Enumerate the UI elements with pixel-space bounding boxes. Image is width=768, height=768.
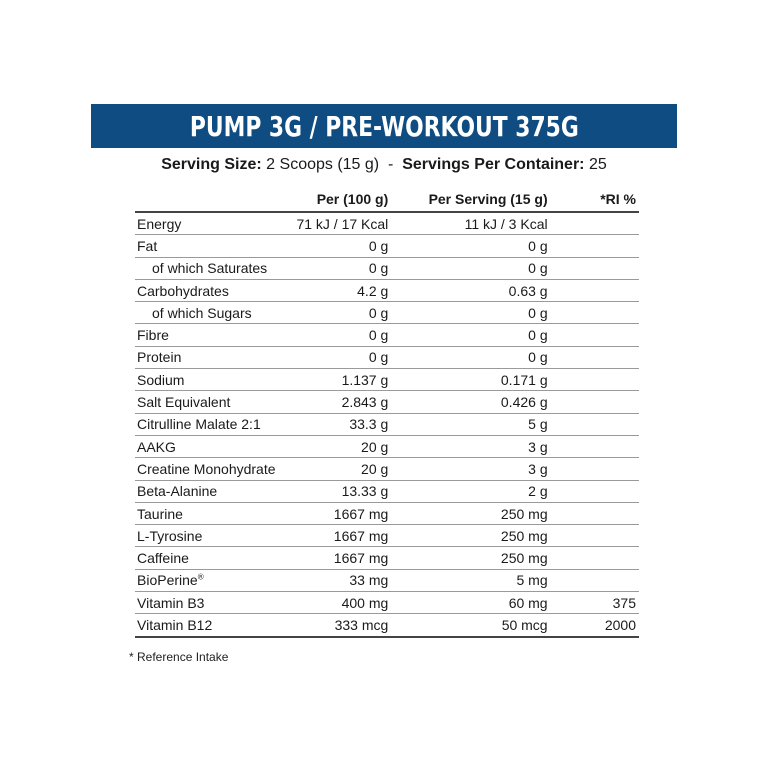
value-ri-percent (550, 346, 639, 368)
nutrient-name (135, 391, 296, 413)
value-per-serving: 5 g (390, 413, 549, 435)
nutrient-name (135, 614, 296, 637)
registered-mark: ® (197, 572, 204, 582)
value-ri-percent (550, 435, 639, 457)
nutrient-name-text: Sodium (137, 371, 185, 388)
nutrient-name-text: Protein (137, 349, 182, 366)
value-per-serving: 0.171 g (390, 369, 549, 391)
header-per-100g: Per (100 g) (296, 186, 390, 212)
table-row (135, 525, 639, 547)
value-per-serving: 3 g (390, 458, 549, 480)
serving-info (0, 156, 768, 174)
value-per-100g: 20 g (296, 435, 390, 457)
value-per-serving: 0.426 g (390, 391, 549, 413)
value-ri-percent (550, 302, 639, 324)
servings-per-container-label: Servings Per Container: (402, 156, 585, 173)
value-ri-percent (550, 369, 639, 391)
value-ri-percent (550, 279, 639, 301)
value-ri-percent (550, 480, 639, 502)
nutrient-name (135, 547, 296, 569)
value-per-serving: 3 g (390, 435, 549, 457)
value-per-100g: 0 g (296, 324, 390, 346)
nutrient-name-text: Fibre (137, 327, 169, 344)
table-row (135, 480, 639, 502)
value-per-100g: 13.33 g (296, 480, 390, 502)
nutrient-name (135, 480, 296, 502)
nutrient-name (135, 302, 296, 324)
value-per-100g: 0 g (296, 235, 390, 257)
table-row (135, 592, 639, 614)
nutrient-name (135, 435, 296, 457)
value-ri-percent (550, 324, 639, 346)
value-per-serving: 250 mg (390, 547, 549, 569)
footnote: * Reference Intake (129, 650, 229, 664)
nutrient-name-text: of which Saturates (152, 260, 268, 277)
table-row (135, 279, 639, 301)
value-per-100g: 0 g (296, 302, 390, 324)
value-per-100g: 1667 mg (296, 502, 390, 524)
value-per-100g: 1667 mg (296, 525, 390, 547)
nutrient-name (135, 257, 296, 279)
table-row (135, 302, 639, 324)
table-row (135, 502, 639, 524)
value-per-100g: 0 g (296, 257, 390, 279)
nutrient-name-text: Beta-Alanine (137, 483, 218, 500)
nutrient-name (135, 502, 296, 524)
nutrient-name (135, 592, 296, 614)
nutrient-name-text: Fat (137, 237, 158, 254)
value-ri-percent (550, 212, 639, 235)
value-per-100g: 333 mcg (296, 614, 390, 637)
value-ri-percent (550, 391, 639, 413)
nutrient-name (135, 212, 296, 235)
table-header-row (135, 186, 639, 212)
nutrient-name-text: Carbohydrates (137, 282, 229, 299)
value-per-100g: 4.2 g (296, 279, 390, 301)
value-per-serving: 60 mg (390, 592, 549, 614)
nutrient-name (135, 324, 296, 346)
nutrient-name (135, 346, 296, 368)
servings-per-container-value: 25 (588, 156, 607, 173)
nutrient-name-text: Creatine Monohydrate (137, 460, 276, 477)
value-ri-percent (550, 257, 639, 279)
value-per-serving: 50 mcg (390, 614, 549, 637)
nutrient-name-text: Vitamin B3 (137, 594, 205, 611)
value-per-serving: 5 mg (390, 569, 549, 591)
table-row (135, 257, 639, 279)
table-row (135, 235, 639, 257)
value-per-100g: 0 g (296, 346, 390, 368)
value-per-100g: 2.843 g (296, 391, 390, 413)
value-per-serving: 0 g (390, 235, 549, 257)
nutrient-name (135, 458, 296, 480)
table-row (135, 369, 639, 391)
table-row (135, 413, 639, 435)
header-ri-percent: *RI % (550, 186, 639, 212)
nutrient-name-text: Vitamin B12 (137, 616, 213, 633)
value-per-100g: 400 mg (296, 592, 390, 614)
table-body (135, 212, 639, 637)
nutrient-name (135, 413, 296, 435)
value-per-serving: 250 mg (390, 502, 549, 524)
serving-size-value: 2 Scoops (15 g) (266, 156, 380, 173)
table-row (135, 458, 639, 480)
nutrient-name (135, 369, 296, 391)
nutrition-table (135, 186, 639, 638)
nutrient-name-text: BioPerine (137, 572, 198, 589)
table-row (135, 547, 639, 569)
value-per-serving: 0.63 g (390, 279, 549, 301)
value-ri-percent (550, 413, 639, 435)
value-per-serving: 11 kJ / 3 Kcal (390, 212, 549, 235)
value-ri-percent (550, 235, 639, 257)
value-per-100g: 33.3 g (296, 413, 390, 435)
value-ri-percent (550, 502, 639, 524)
value-ri-percent (550, 547, 639, 569)
table-row (135, 569, 639, 591)
table-row (135, 614, 639, 637)
nutrient-name-text: L-Tyrosine (137, 527, 203, 544)
value-per-100g: 1667 mg (296, 547, 390, 569)
value-ri-percent: 375 (550, 592, 639, 614)
value-ri-percent (550, 458, 639, 480)
value-per-serving: 0 g (390, 302, 549, 324)
nutrient-name-text: Salt Equivalent (137, 394, 231, 411)
value-per-serving: 250 mg (390, 525, 549, 547)
header-nutrient (135, 186, 296, 212)
table-row (135, 435, 639, 457)
nutrient-name-text: Taurine (137, 505, 183, 522)
value-ri-percent: 2000 (550, 614, 639, 637)
nutrient-name-text: Energy (137, 215, 182, 232)
nutrient-name (135, 279, 296, 301)
value-ri-percent (550, 569, 639, 591)
value-per-100g: 20 g (296, 458, 390, 480)
nutrient-name-text: AAKG (137, 438, 176, 455)
value-per-serving: 2 g (390, 480, 549, 502)
title-banner (91, 104, 677, 148)
value-ri-percent (550, 525, 639, 547)
nutrient-name (135, 235, 296, 257)
value-per-serving: 0 g (390, 257, 549, 279)
value-per-100g: 1.137 g (296, 369, 390, 391)
nutrient-name-text: Caffeine (137, 550, 189, 567)
table-row (135, 324, 639, 346)
nutrient-name-text: Citrulline Malate 2:1 (137, 416, 261, 433)
value-per-100g: 33 mg (296, 569, 390, 591)
serving-separator: - (388, 156, 394, 173)
table-row (135, 346, 639, 368)
value-per-serving: 0 g (390, 324, 549, 346)
value-per-serving: 0 g (390, 346, 549, 368)
header-per-serving: Per Serving (15 g) (390, 186, 549, 212)
nutrient-name (135, 569, 296, 591)
nutrient-name (135, 525, 296, 547)
product-title: PUMP 3G / PRE-WORKOUT 375G (189, 109, 579, 143)
table-row (135, 391, 639, 413)
serving-size-label: Serving Size: (161, 156, 262, 173)
nutrient-name-text: of which Sugars (152, 304, 252, 321)
value-per-100g: 71 kJ / 17 Kcal (296, 212, 390, 235)
table-row (135, 212, 639, 235)
